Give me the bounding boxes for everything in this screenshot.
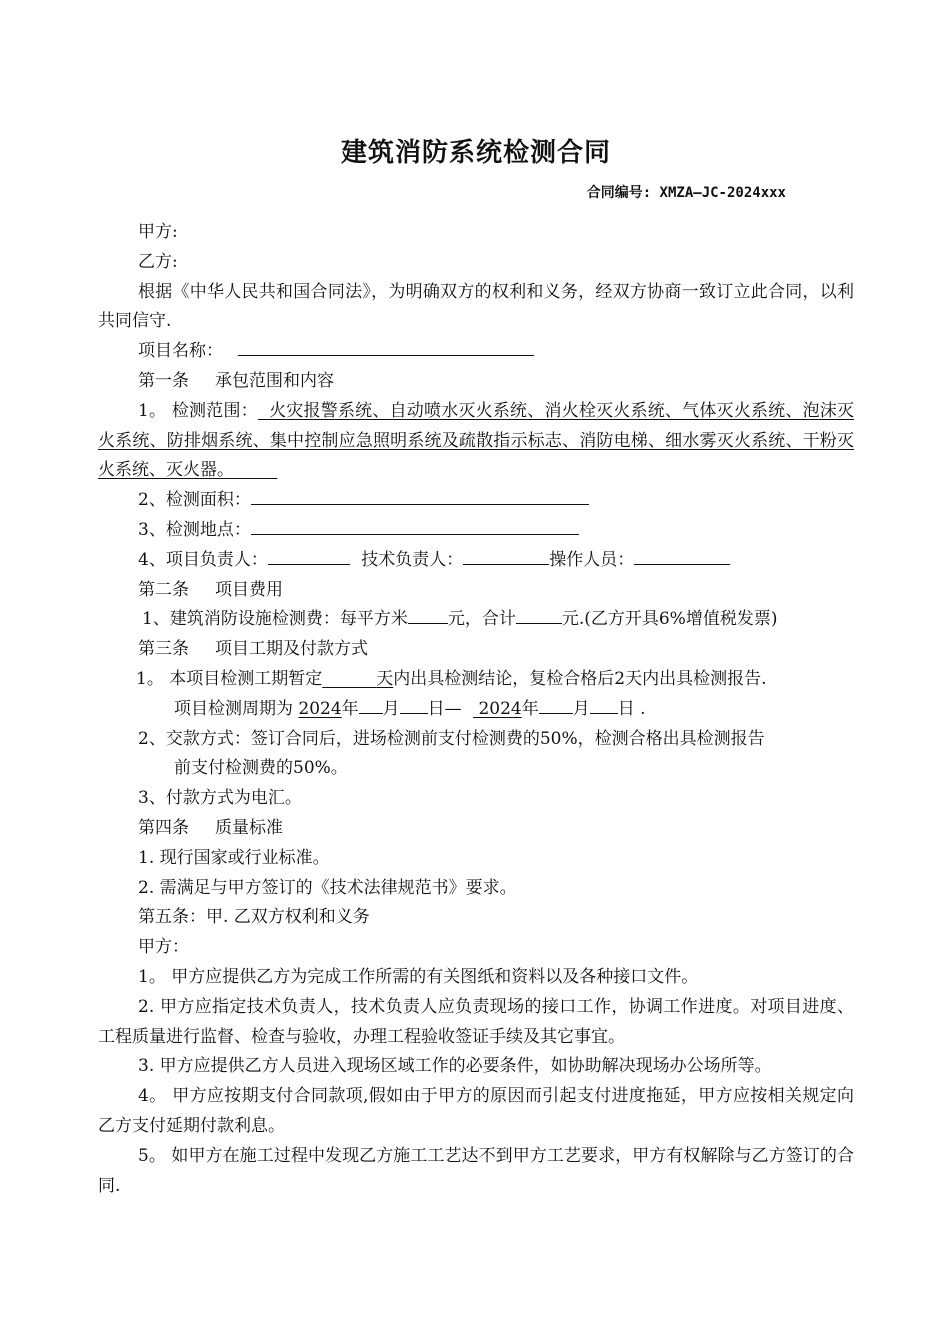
location-label: 3、检测地点：: [138, 519, 251, 540]
party-a-line: 甲方:: [138, 222, 178, 242]
period-line: [98, 665, 854, 695]
article-1-heading: [98, 367, 854, 397]
contract-body: [98, 218, 854, 1201]
quality-item-1: 1. 现行国家或行业标准。: [138, 847, 330, 868]
op-label: 操作人员：: [549, 549, 635, 570]
article-2-title: 项目费用: [215, 579, 283, 600]
pm-field[interactable]: [268, 564, 350, 565]
op-field[interactable]: [634, 564, 730, 565]
article-5-party: 甲方：: [138, 937, 189, 958]
payment-line-1: 2、交款方式：签订合同后，进场检测前支付检测费的50%，检测合格出具检测报告: [138, 728, 765, 749]
scope-text: 火灾报警系统、自动喷水灭火系统、消火栓灭火系统、气体灭火系统、泡沫灭火系统、防排烟系统、集中控制应急照明系统及疏散指示标志、消防电梯、细水雾灭火系统、干粉灭火系统、灭火器。: [98, 400, 854, 481]
end-day-char: 日 .: [617, 698, 646, 719]
period-days-field[interactable]: 天: [376, 668, 394, 689]
end-month-field[interactable]: [539, 713, 573, 714]
fee-text-c: 元.(乙方开具6%增值税发票): [561, 609, 778, 630]
page-title: 建筑消防系统检测合同: [340, 138, 611, 168]
obligation-4: 4。 甲方应按期支付合同款项,假如由于甲方的原因而引起支付进度拖延，甲方应按相关规定向乙方支付延期付款利息。: [98, 1086, 854, 1136]
cycle-line: [98, 695, 854, 725]
cycle-label: 项目检测周期为: [174, 698, 293, 719]
start-year: 2024: [298, 698, 342, 719]
project-name-line: [98, 337, 854, 367]
obligation-2: 2. 甲方应指定技术负责人，技术负责人应负责现场的接口工作，协调工作进度。对项目进度、工程质量进行监督、检查与验收，办理工程验收签证手续及其它事宜。: [98, 996, 854, 1047]
area-label: 2、检测面积：: [138, 490, 251, 511]
quality-item-2: 2. 需满足与甲方签订的《技术法律规范书》要求。: [138, 877, 517, 898]
start-month-char: 月: [382, 698, 400, 719]
article-4-heading: [98, 814, 854, 844]
contract-number: 合同编号: XMZA—JC-2024xxx: [586, 185, 786, 201]
article-4-number: 第四条: [138, 817, 189, 838]
scope-label: 1。 检测范围：: [138, 400, 258, 421]
start-year-char: 年: [341, 698, 359, 719]
personnel-line: [98, 546, 854, 576]
tech-label: 技术负责人：: [361, 549, 464, 570]
end-year-char: 年: [521, 698, 539, 719]
start-day-field[interactable]: [400, 713, 428, 714]
period-text-a: 1。 本项目检测工期暂定: [136, 668, 323, 689]
project-name-label: 项目名称：: [138, 341, 223, 362]
article-2-heading: [98, 576, 854, 606]
article-3-title: 项目工期及付款方式: [215, 639, 368, 660]
project-name-field[interactable]: [238, 355, 534, 356]
payment-method: 3、付款方式为电汇。: [138, 788, 302, 809]
obligation-1: 1。 甲方应提供乙方为完成工作所需的有关图纸和资料以及各种接口文件。: [138, 966, 699, 987]
party-b-line: 乙方:: [138, 251, 178, 272]
article-4-title: 质量标准: [215, 817, 283, 838]
obligation-3: 3. 甲方应提供乙方人员进入现场区域工作的必要条件，如协助解决现场办公场所等。: [138, 1056, 772, 1077]
fee-line: [98, 605, 854, 635]
area-field[interactable]: [251, 504, 589, 505]
article-2-number: 第二条: [138, 579, 189, 600]
end-year: 2024: [478, 698, 522, 719]
fee-per-sqm-field[interactable]: [408, 623, 448, 624]
fee-text-b: 元，合计: [447, 609, 516, 630]
location-field[interactable]: [251, 534, 579, 535]
start-day-char: 日—: [427, 698, 462, 719]
article-1-title: 承包范围和内容: [215, 370, 334, 391]
pm-label: 4、项目负责人：: [138, 549, 268, 570]
article-3-number: 第三条: [138, 639, 189, 660]
period-text-c: 内出具检测结论，复检合格后2天内出具检测报告.: [393, 668, 767, 689]
fee-total-field[interactable]: [516, 623, 562, 624]
scope-paragraph: [98, 397, 854, 486]
article-5-heading: 第五条：甲. 乙双方权利和义务: [138, 907, 370, 928]
payment-line-2: 前支付检测费的50%。: [174, 758, 348, 779]
article-3-heading: [98, 635, 854, 665]
area-line: [98, 486, 854, 516]
start-month-field[interactable]: [359, 713, 383, 714]
location-line: [98, 516, 854, 546]
tech-field[interactable]: [463, 564, 549, 565]
end-day-field[interactable]: [590, 713, 618, 714]
article-1-number: 第一条: [138, 370, 189, 391]
obligation-5: 5。 如甲方在施工过程中发现乙方施工工艺达不到甲方工艺要求，甲方有权解除与乙方签订的合同.: [98, 1145, 854, 1196]
fee-text-a: 1、建筑消防设施检测费：每平方米: [142, 609, 408, 630]
end-month-char: 月: [572, 698, 590, 719]
preamble: 根据《中华人民共和国合同法》，为明确双方的权利和义务，经双方协商一致订立此合同，以利共同信守.: [98, 281, 854, 332]
